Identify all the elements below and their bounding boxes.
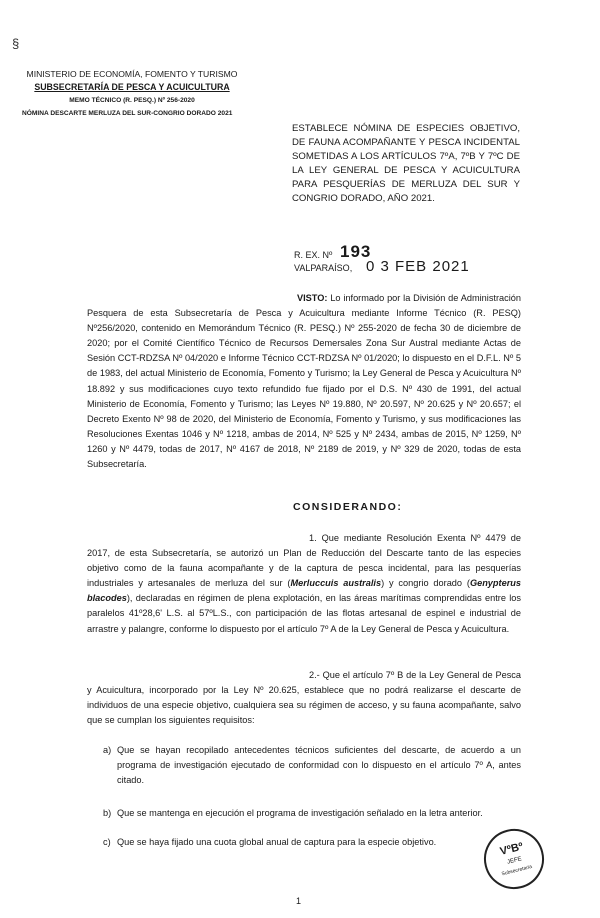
visto-lead: VISTO: [297, 293, 328, 303]
resolution-title: ESTABLECE NÓMINA DE ESPECIES OBJETIVO, DE FAUNA ACOMPAÑANTE Y PESCA INCIDENTAL SOMETIDAS A LOS ARTÍCULOS 7ºA, 7ºB Y 7ºC DE LA LEY GENERAL DE PESCA Y ACUICULTURA PARA PESQUERÍAS DE MERLUZA DEL SUR Y CONGRIO DORADO, AÑO 2021. [292, 123, 520, 204]
corner-mark: § [12, 36, 20, 51]
species-merluza: Merluccuis australis [290, 578, 382, 589]
resolution-date: 0 3 FEB 2021 [366, 258, 470, 275]
visto-text: Lo informado por la División de Administración Pesquera de esta Subsecretaría de Pesca y Acuicultura mediante Informe Técnico (R. PESQ) Nº256/2020, contenido en Memorándum Técnico (R. PESQ.) Nº 255-2020 de fecha 30 de diciembre de 2020; por el Comité Científico Técnico de Recursos Demersales Zona Sur Austral mediante Actas de Sesión CCT-RDZSA Nº 04/2020 e Informe Técnico CCT-RDZSA Nº 01/2020; lo dispuesto en el D.F.L. Nº 5 de 1983, del actual Ministerio de Economía, Fomento y Turismo; la Ley General de Pesca y Acuicultura Nº 18.892 y sus modificaciones cuyo texto refundido fue fijado por el D.S. Nº 430 de 1991, del actual Ministerio de Economía, Fomento y Turismo; las Leyes Nº 19.880, Nº 20.597, Nº 20.625 y Nº 20.657; el Decreto Exento Nº 98 de 2020, del Ministerio de Economía, Fomento y Turismo, y sus modificaciones las Resoluciones Exentas 1046 y Nº 1218, ambas de 2014, Nº 525 y Nº 2434, ambas de 2015, Nº 1259, Nº 1260 y Nº 4479, todas de 2017, Nº 4167 de 2018, Nº 2189 de 2019, y Nº 329 de 2020, todas de esta Subsecretaría. [87, 293, 521, 470]
resolution-label: R. EX. Nº [294, 250, 333, 260]
approval-stamp [478, 823, 551, 896]
resolution-number: 193 [340, 242, 372, 261]
page-number: 1 [296, 896, 302, 906]
stamp-line-2: Subsecretaría [501, 863, 533, 878]
requirement-c-label: c) [103, 837, 111, 847]
requirement-a-label: a) [103, 745, 112, 755]
c2-text: 2.- Que el artículo 7º B de la Ley General de Pesca y Acuicultura, incorporado por la Ley Nº 20.625, establece que no podrá realizarse el descarte de individuos de una especie objetivo, cualquiera sea su régimen de acceso, y su fauna acompañante, salvo que se cumplan los siguientes requisitos: [87, 670, 521, 726]
requirement-b-label: b) [103, 808, 112, 818]
considerando-1 [87, 531, 521, 637]
c1-text-c: ), declaradas en régimen de plena explotación, en las áreas marítimas comprendidas entre los paralelos 41º28,6' L.S. al 57ºL.S., con participación de las flotas artesanal de espinel e industrial de arrastre y palangre, conforme lo dispuesto por el artículo 7º A de la Ley General de Pesca y Acuicultura. [87, 593, 521, 634]
species-congrio: Genypterus blacodes [87, 578, 521, 604]
subsecretaria-name: SUBSECRETARÍA DE PESCA Y ACUICULTURA [34, 82, 230, 92]
nomina-reference: NÓMINA DESCARTE MERLUZA DEL SUR-CONGRIO DORADO 2021 [22, 110, 233, 117]
visto-paragraph [87, 291, 521, 472]
stamp-line-1: JEFE [506, 856, 523, 866]
c1-text-a: 1. Que mediante Resolución Exenta Nº 4479 de 2017, de esta Subsecretaría, se autorizó un Plan de Reducción del Descarte tanto de las especies objetivo como de la fauna acompañante y de la captura de pesca incidental, para las pesquerías industriales y artesanales de merluza del sur ( [87, 533, 521, 589]
requirement-c-text: Que se haya fijado una cuota global anual de captura para la especie objetivo. [117, 837, 437, 847]
considerando-2 [87, 668, 521, 728]
requirement-b-text: Que se mantenga en ejecución el programa de investigación señalado en la letra anterior. [117, 808, 483, 818]
requirement-a-text: Que se hayan recopilado antecedentes técnicos suficientes del descarte, de acuerdo a un programa de investigación ejecutado de conformidad con lo dispuesto en el artículo 7º A, antes citado. [117, 745, 521, 786]
resolution-place: VALPARAÍSO, [294, 263, 353, 273]
considerando-heading: CONSIDERANDO: [293, 501, 403, 513]
ministry-name: MINISTERIO DE ECONOMÍA, FOMENTO Y TURISMO [26, 69, 238, 79]
letterhead [22, 68, 242, 120]
memo-reference: MEMO TÉCNICO (R. PESQ.) Nº 256-2020 [69, 97, 195, 104]
c1-text-b: ) y congrio dorado ( [381, 578, 470, 589]
stamp-vobo: VºBº [498, 840, 525, 858]
